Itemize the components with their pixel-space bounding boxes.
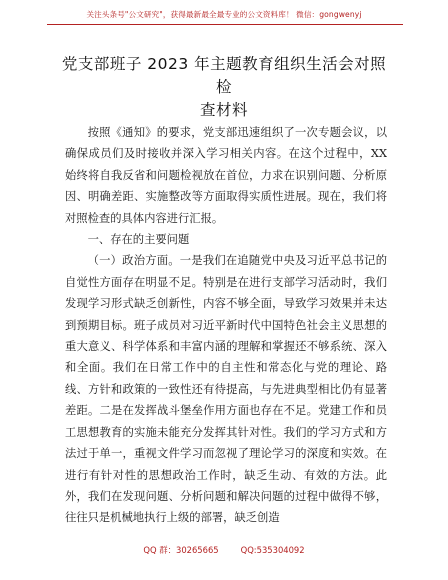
document-title (58, 53, 390, 122)
intro-paragraph: 按照《通知》的要求，党支部迅速组织了一次专题会议，以确保成员们及时接收并深入学习相关内容。在这个过程中，XX 始终将自我反省和问题检视放在首位，力求在识别问题、分析原因、明确差距、实施整改等方面取得实质性进展。现在，我们将对照检查的具体内容进行汇报。 (65, 126, 387, 225)
political-paragraph: （一）政治方面。一是我们在追随党中央及习近平总书记的自觉性方面存在明显不足。特别是在进行支部学习活动时，我们发现学习形式缺乏创新性，内容不够全面，导致学习效果并未达到预期目标。班子成员对习近平新时代中国特色社会主义思想的重大意义、科学体系和丰富内涵的理解和掌握还不够系统、深入和全面。我们在日常工作中的自主性和常态化与党的理论、路线、方针和政策的一致性还有待提高，与先进典型相比仍有显著差距。二是在发挥战斗堡垒作用方面也存在不足。党建工作和员工思想教育的实施未能充分发挥其针对性。我们的学习方式和方法过于单一，重视文件学习而忽视了理论学习的深度和实效。在进行有针对性的思想政治工作时，缺乏生动、有效的方法。此外，我们在发现问题、分析问题和解决问题的过程中做得不够，往往只是机械地执行上级的部署，缺乏创造 (65, 254, 387, 525)
document-body (65, 122, 387, 529)
section-heading: 一、存在的主要问题 (87, 233, 190, 247)
footer-qq: QQ:535304092 (240, 545, 305, 555)
document-title-line1: 党支部班子 2023 年主题教育组织生活会对照检 (61, 55, 387, 96)
header-divider (47, 24, 403, 25)
footer-qq-group: QQ 群：30265665 (143, 545, 219, 555)
header-notice: 关注头条号"公文研究"，获得最新最全最专业的公文资料库！ 微信：gongwenyj (86, 10, 362, 19)
document-title-line2: 查材料 (199, 101, 248, 119)
footer-contact (0, 544, 448, 556)
